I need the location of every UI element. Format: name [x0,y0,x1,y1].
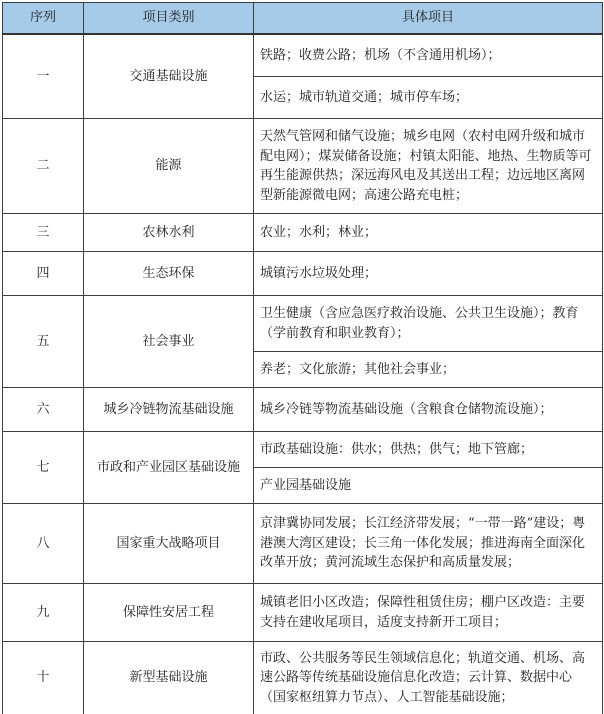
items-cell: 市政基础设施：供水；供热；供气；地下管廊； [254,432,603,468]
column-header-category: 项目类别 [84,3,254,34]
items-cell: 市政、公共服务等民生领域信息化；轨道交通、机场、高速公路等传统基础设施信息化改造；云计算、数据中心（国家枢纽算力节点）、人工智能基础设施； [254,642,603,714]
serial-cell: 七 [3,432,84,504]
category-cell: 市政和产业园区基础设施 [84,432,254,504]
items-cell: 天然气管网和储气设施；城乡电网（农村电网升级和城市配电网）；煤炭储备设施；村镇太阳能、地热、生物质等可再生能源供热；深远海风电及其送出工程；边远地区离网型新能源微电网；高速公路充电桩； [254,119,603,214]
table-row [3,432,603,468]
table-header-row [3,3,603,34]
category-cell: 保障性安居工程 [84,584,254,642]
items-cell: 卫生健康（含应急医疗救治设施、公共卫生设施）；教育（学前教育和职业教育）； [254,296,603,352]
table-row [3,642,603,714]
column-header-items: 具体项目 [254,3,603,34]
column-header-serial: 序列 [3,3,84,34]
table-row [3,504,603,584]
items-cell: 城乡冷链等物流基础设施（含粮食仓储物流设施）； [254,388,603,432]
serial-cell: 四 [3,252,84,296]
category-cell: 国家重大战略项目 [84,504,254,584]
serial-cell: 五 [3,296,84,388]
serial-cell: 一 [3,34,84,119]
serial-cell: 六 [3,388,84,432]
table-row [3,119,603,214]
category-cell: 新型基础设施 [84,642,254,714]
table-row [3,34,603,77]
serial-cell: 十 [3,642,84,714]
serial-cell: 三 [3,214,84,252]
category-cell: 城乡冷链物流基础设施 [84,388,254,432]
serial-cell: 八 [3,504,84,584]
items-cell: 养老；文化旅游；其他社会事业； [254,352,603,388]
category-cell: 农林水利 [84,214,254,252]
category-cell: 社会事业 [84,296,254,388]
items-cell: 铁路；收费公路；机场（不含通用机场）； [254,34,603,77]
serial-cell: 九 [3,584,84,642]
items-cell: 水运；城市轨道交通；城市停车场； [254,77,603,119]
serial-cell: 二 [3,119,84,214]
table-row [3,252,603,296]
items-cell: 城镇老旧小区改造；保障性租赁住房；棚户区改造：主要支持在建收尾项目，适度支持新开工项目； [254,584,603,642]
table-row [3,584,603,642]
items-cell: 京津冀协同发展；长江经济带发展；“一带一路”建设；粤港澳大湾区建设；长三角一体化发展；推进海南全面深化改革开放；黄河流域生态保护和高质量发展； [254,504,603,584]
project-table [2,2,603,714]
category-cell: 生态环保 [84,252,254,296]
table-row [3,214,603,252]
items-cell: 农业；水利；林业； [254,214,603,252]
table-row [3,388,603,432]
items-cell: 城镇污水垃圾处理； [254,252,603,296]
category-cell: 能源 [84,119,254,214]
table-row [3,296,603,352]
category-cell: 交通基础设施 [84,34,254,119]
items-cell: 产业园基础设施 [254,468,603,504]
